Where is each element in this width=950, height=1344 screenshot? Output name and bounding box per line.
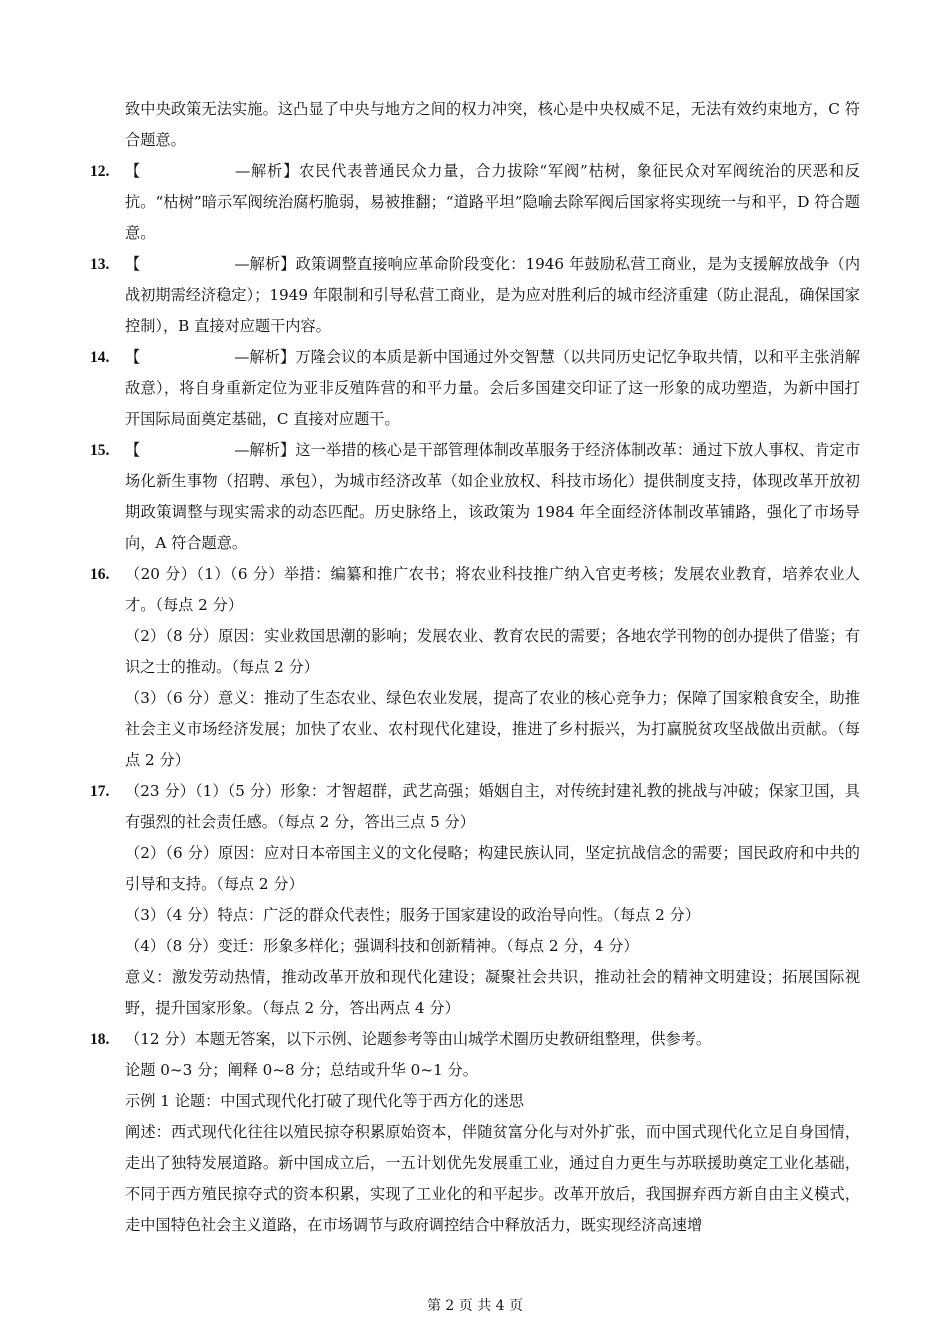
scoring-criteria: 论题 0~3 分；阐释 0~8 分；总结或升华 0~1 分。 xyxy=(125,1061,478,1079)
answer-12-text: 农民代表普通民众力量，合力拔除“军阀”枯树，象征民众对军阀统治的厌恶和反抗。“枯树”暗示军阀统治腐朽脆弱，易被推翻；“道路平坦”隐喻去除军阀后国家将实现统一与和平，D 符合题意。 xyxy=(125,162,861,242)
page-footer: 第 2 页 共 4 页 xyxy=(426,1298,524,1314)
answer-17-part-1: （23 分）（1）（5 分）形象：才智超群，武艺高强；婚姻自主，对传统封建礼教的挑战与冲破；保家卫国，具有强烈的社会责任感。（每点 2 分，答出三点 5 分） xyxy=(125,782,860,831)
bracket-open: 【 xyxy=(125,162,142,180)
question-number-16: 16. xyxy=(90,566,110,583)
answer-13-text: 政策调整直接响应革命阶段变化：1946 年鼓励私营工商业，是为支援解放战争（内战初期需经济稳定）；1949 年限制和引导私营工商业，是为应对胜利后的城市经济重建（防止混乱，确保国家控制），B 直接对应题干内容。 xyxy=(125,255,861,335)
answer-17-part-4: （4）（8 分）变迁：形象多样化；强调科技和创新精神。（每点 2 分，4 分） xyxy=(125,937,639,955)
answer-16-part-3: （3）（6 分）意义：推动了生态农业、绿色农业发展，提高了农业的核心竞争力；保障了国家粮食安全，助推社会主义市场经济发展；加快了农业、农村现代化建设，推进了乡村振兴，为打赢脱贫攻坚战做出贡献。（每点 2 分） xyxy=(125,689,860,769)
answer-13 xyxy=(125,249,860,342)
analysis-label: —解析】 xyxy=(234,255,296,273)
answer-14-text: 万隆会议的本质是新中国通过外交智慧（以共同历史记忆争取共情，以和平主张消解敌意），将自身重新定位为亚非反殖阵营的和平力量。会后多国建交印证了这一形象的成功塑造，为新中国打开国际局面奠定基础，C 直接对应题干。 xyxy=(125,348,861,428)
answer-16-part-2: （2）（8 分）原因：实业救国思潮的影响；发展农业、教育农民的需要；各地农学刊物的创办提供了借鉴；有识之士的推动。（每点 2 分） xyxy=(125,627,860,676)
question-number-17: 17. xyxy=(90,783,110,800)
question-number-12: 12. xyxy=(90,163,110,180)
bracket-open: 【 xyxy=(125,348,141,366)
answer-12 xyxy=(125,156,860,249)
example-1-thesis: 示例 1 论题：中国式现代化打破了现代化等于西方化的迷思 xyxy=(125,1092,525,1110)
analysis-label: —解析】 xyxy=(235,162,300,180)
answer-15-text: 这一举措的核心是干部管理体制改革服务于经济体制改革：通过下放人事权、肯定市场化新生事物（招聘、承包），为城市经济改革（如企业放权、科技市场化）提供制度支持，体现改革开放初期政策调整与现实需求的动态匹配。历史脉络上，该政策为 1984 年全面经济体制改革铺路，强化了市场导向，A 符合题意。 xyxy=(125,441,861,552)
answer-17-significance: 意义：激发劳动热情，推动改革开放和现代化建设；凝聚社会共识，推动社会的精神文明建设；拓展国际视野，提升国家形象。（每点 2 分，答出两点 4 分） xyxy=(125,968,860,1017)
example-1-elaboration: 阐述：西式现代化往往以殖民掠夺积累原始资本，伴随贫富分化与对外扩张，而中国式现代化立足自身国情，走出了独特发展道路。新中国成立后，一五计划优先发展重工业，通过自力更生与苏联援助奠定工业化基础，不同于西方殖民掠夺式的资本积累，实现了工业化的和平起步。改革开放后，我国摒弃西方新自由主义模式，走中国特色社会主义道路，在市场调节与政府调控结合中释放活力，既实现经济高速增 xyxy=(125,1123,860,1234)
bracket-open: 【 xyxy=(125,441,141,459)
answer-18-intro: （12 分）本题无答案，以下示例、论题参考等由山城学术圈历史教研组整理，供参考。 xyxy=(125,1030,712,1048)
bracket-open: 【 xyxy=(125,255,141,273)
answer-16-part-1: （20 分）（1）（6 分）举措：编纂和推广农书；将农业科技推广纳入官吏考核；发展农业教育，培养农业人才。（每点 2 分） xyxy=(125,565,860,614)
answer-17-part-2: （2）（6 分）原因：应对日本帝国主义的文化侵略；构建民族认同，坚定抗战信念的需要；国民政府和中共的引导和支持。（每点 2 分） xyxy=(125,844,860,893)
analysis-label: —解析】 xyxy=(234,348,296,366)
analysis-label: —解析】 xyxy=(234,441,296,459)
answer-14 xyxy=(125,342,860,435)
question-number-14: 14. xyxy=(90,349,110,366)
question-number-15: 15. xyxy=(90,442,110,459)
answer-17-part-3: （3）（4 分）特点：广泛的群众代表性；服务于国家建设的政治导向性。（每点 2 分） xyxy=(125,906,701,924)
answer-15 xyxy=(125,435,860,559)
paragraph-11-continuation: 致中央政策无法实施。这凸显了中央与地方之间的权力冲突，核心是中央权威不足，无法有效约束地方，C 符合题意。 xyxy=(125,100,860,149)
question-number-18: 18. xyxy=(90,1031,110,1048)
question-number-13: 13. xyxy=(90,256,110,273)
